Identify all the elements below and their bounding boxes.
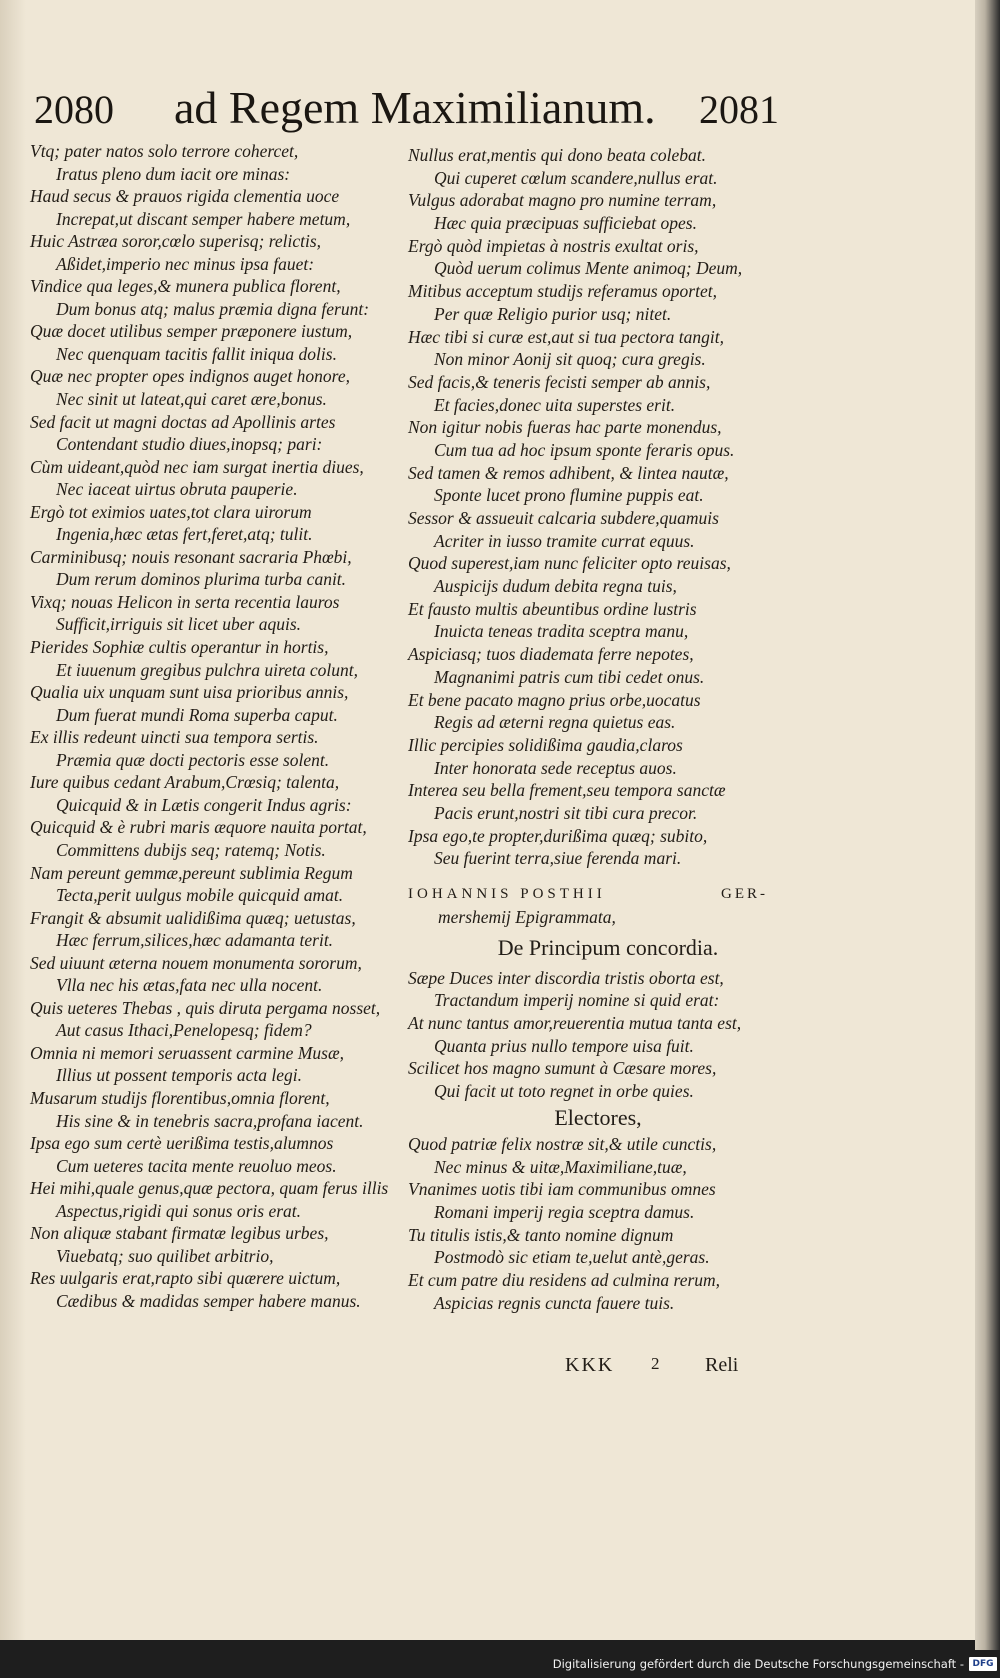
verse-line: Contendant studio diues,inopsq; pari: xyxy=(56,434,323,455)
verse-line: Musarum studijs florentibus,omnia florent, xyxy=(30,1087,330,1108)
verse-line: Sponte lucet prono flumine puppis eat. xyxy=(434,485,704,506)
signature-number: 2 xyxy=(651,1354,660,1373)
section-heading: De Principum concordia. xyxy=(497,934,719,960)
verse-line: Aspicias regnis cuncta fauere tuis. xyxy=(434,1292,675,1313)
verse-line: Sæpe Duces inter discordia tristis oborta est, xyxy=(408,967,724,988)
verse-line: Quis ueteres Thebas , quis diruta pergama nosset, xyxy=(30,997,381,1018)
verse-line: Quod superest,iam nunc feliciter opto reuisas, xyxy=(408,553,731,574)
verse-line: Nec quenquam tacitis fallit iniqua dolis. xyxy=(56,343,337,364)
verse-line: Qualia uix unquam sunt uisa prioribus annis, xyxy=(30,682,349,703)
verse-line: Frangit & absumit ualidißima quæq; uetustas, xyxy=(30,907,356,928)
dfg-logo-icon: DFG xyxy=(969,1657,997,1671)
verse-line: Cùm uideant,quòd nec iam surgat inertia diues, xyxy=(30,456,364,477)
poem-continuation xyxy=(408,144,768,870)
verse-line: Nullus erat,mentis qui dono beata colebat. xyxy=(408,145,706,165)
verse-line: Sed tamen & remos adhibent, & lintea nautæ, xyxy=(408,462,729,483)
verse-line: Non minor Aonij sit quoq; cura gregis. xyxy=(434,349,706,370)
verse-line: Viuebatq; suo quilibet arbitrio, xyxy=(56,1245,274,1266)
verse-line: Hæc ferrum,silices,hæc adamanta terit. xyxy=(56,930,334,951)
verse-line: Et cum patre diu residens ad culmina rerum, xyxy=(408,1269,721,1290)
verse-line: Quæ docet utilibus semper præponere iustum, xyxy=(30,321,353,342)
verse-line: Scilicet hos magno sumunt à Cæsare mores, xyxy=(408,1058,717,1079)
verse-line: Hei mihi,quale genus,quæ pectora, quam ferus illis xyxy=(30,1178,389,1199)
verse-line: Per quæ Religio purior usq; nitet. xyxy=(434,303,672,324)
verse-line: Vlla nec his ætas,fata nec ulla nocent. xyxy=(56,975,323,996)
verse-line: Et facies,donec uita superstes erit. xyxy=(434,394,676,415)
verse-line: Vtq; pater natos solo terrore cohercet, xyxy=(30,141,299,161)
epigram-electores xyxy=(408,1133,768,1315)
verse-line: Carminibusq; nouis resonant sacraria Phœbi, xyxy=(30,546,352,567)
digitization-footer xyxy=(0,1650,1000,1678)
verse-line: Pacis erunt,nostri sit tibi cura precor. xyxy=(434,802,698,823)
verse-line: Inter honorata sede receptus auos. xyxy=(434,757,677,778)
author-subtitle: mershemij Epigrammata, xyxy=(438,907,616,927)
verse-line: Et iuuenum gregibus pulchra uireta colunt, xyxy=(56,659,359,680)
verse-line: Quod patriæ felix nostræ sit,& utile cunctis, xyxy=(408,1133,717,1154)
verse-line: Tecta,perit uulgus mobile quicquid amat. xyxy=(56,885,344,906)
verse-line: Quòd uerum colimus Mente animoq; Deum, xyxy=(434,258,743,279)
verse-line: Et fausto multis abeuntibus ordine lustris xyxy=(408,598,697,619)
verse-line: Pierides Sophiæ cultis operantur in hortis, xyxy=(30,637,329,658)
verse-line: Non aliquæ stabant firmatæ legibus urbes, xyxy=(30,1223,329,1244)
verse-line: Nec iaceat uirtus obruta pauperie. xyxy=(56,479,298,500)
subheading-electores: Electores, xyxy=(554,1104,642,1130)
verse-line: Aspiciasq; tuos diademata ferre nepotes, xyxy=(408,644,694,665)
catchword: Reli xyxy=(705,1354,739,1376)
verse-line: Aut casus Ithaci,Penelopesq; fidem? xyxy=(56,1020,312,1041)
verse-line: Quicquid & in Lætis congerit Indus agris: xyxy=(56,794,352,815)
verse-line: Aßidet,imperio nec minus ipsa fauet: xyxy=(56,253,315,274)
verse-line: Committens dubijs seq; ratemq; Notis. xyxy=(56,839,326,860)
verse-line: Nam pereunt gemmæ,pereunt sublimia Regum xyxy=(30,862,353,883)
verse-line: Regis ad æterni regna quietus eas. xyxy=(434,712,676,733)
verse-line: At nunc tantus amor,reuerentia mutua tanta est, xyxy=(408,1013,742,1034)
verse-line: Res uulgaris erat,rapto sibi quærere uictum, xyxy=(30,1268,341,1289)
author-name: IOHANNIS POSTHII xyxy=(408,886,606,902)
page-number-left: 2080 xyxy=(34,87,114,132)
verse-line: Ipsa ego,te propter,durißima quæq; subito, xyxy=(408,825,708,846)
verse-line: Hæc quia præcipuas sufficiebat opes. xyxy=(434,213,697,234)
verse-line: Aspectus,rigidi qui sonus oris erat. xyxy=(56,1200,302,1221)
verse-line: Nec minus & uitæ,Maximiliane,tuæ, xyxy=(434,1156,687,1177)
verse-line: Postmodò sic etiam te,uelut antè,geras. xyxy=(434,1247,710,1268)
verse-line: Interea seu bella frement,seu tempora sanctæ xyxy=(408,780,726,801)
right-column xyxy=(408,144,768,1314)
verse-line: Sed uiuunt æterna nouem monumenta sororum, xyxy=(30,952,362,973)
verse-line: Dum bonus atq; malus præmia digna ferunt: xyxy=(56,298,370,319)
verse-line: Non igitur nobis fueras hac parte monendus, xyxy=(408,417,722,438)
verse-line: Acriter in iusso tramite currat equus. xyxy=(434,530,695,551)
verse-line: Omnia ni memori seruassent carmine Musæ, xyxy=(30,1042,345,1063)
verse-line: Ex illis redeunt uincti sua tempora sertis. xyxy=(30,727,319,748)
verse-line: Quicquid & è rubri maris æquore nauita portat, xyxy=(30,817,367,838)
section-gap xyxy=(408,870,768,882)
verse-line: Illius ut possent temporis acta legi. xyxy=(56,1065,302,1086)
author-name-continued: GER- xyxy=(721,886,768,902)
verse-line: Et bene pacato magno prius orbe,uocatus xyxy=(408,689,701,710)
verse-line: Quanta prius nullo tempore uisa fuit. xyxy=(434,1035,694,1056)
signature-mark: KKK xyxy=(565,1354,615,1376)
verse-line: Increpat,ut discant semper habere metum, xyxy=(56,208,351,229)
verse-line: His sine & in tenebris sacra,profana iacent. xyxy=(56,1110,364,1131)
running-title: ad Regem Maximilianum. xyxy=(174,82,656,133)
verse-line: Hæc tibi si curæ est,aut si tua pectora tangit, xyxy=(408,326,724,347)
verse-line: Vulgus adorabat magno pro numine terram, xyxy=(408,190,717,211)
verse-line: Ergò quòd impietas à nostris exultat oris, xyxy=(408,235,699,256)
verse-line: Vindice qua leges,& munera publica florent, xyxy=(30,276,341,297)
verse-line: Sessor & assueuit calcaria subdere,quamuis xyxy=(408,508,719,528)
verse-line: Magnanimi patris cum tibi cedet onus. xyxy=(434,666,705,687)
page-edge-shadow xyxy=(975,0,1000,1650)
left-column xyxy=(30,140,408,1312)
verse-line: Sed facit ut magni doctas ad Apollinis artes xyxy=(30,411,336,432)
verse-line: Præmia quæ docti pectoris esse solent. xyxy=(56,749,330,770)
verse-line: Nec sinit ut lateat,qui caret ære,bonus. xyxy=(56,389,327,410)
verse-line: Qui cuperet cœlum scandere,nullus erat. xyxy=(434,167,718,188)
verse-line: Dum rerum dominos plurima turba canit. xyxy=(56,569,347,590)
verse-line: Mitibus acceptum studijs referamus oportet, xyxy=(408,281,717,302)
verse-line: Cum ueteres tacita mente reuoluo meos. xyxy=(56,1155,337,1176)
verse-line: Tractandum imperij nomine si quid erat: xyxy=(434,990,720,1011)
verse-line: Sufficit,irriguis sit licet uber aquis. xyxy=(56,614,301,635)
verse-line: Tu titulis istis,& tanto nomine dignum xyxy=(408,1224,674,1245)
verse-line: Cum tua ad hoc ipsum sponte feraris opus. xyxy=(434,439,735,460)
verse-line: Vixq; nouas Helicon in serta recentia lauros xyxy=(30,591,340,612)
verse-line: Iure quibus cedant Arabum,Crœsiq; talenta, xyxy=(30,772,340,793)
verse-line: Ipsa ego sum certè uerißima testis,alumnos xyxy=(30,1133,334,1154)
verse-line: Sed facis,& teneris fecisti semper ab annis, xyxy=(408,371,711,392)
verse-line: Vnanimes uotis tibi iam communibus omnes xyxy=(408,1179,716,1200)
verse-line: Seu fuerint terra,siue ferenda mari. xyxy=(434,848,682,869)
page-number-right: 2081 xyxy=(699,87,779,132)
verse-line: Inuicta teneas tradita sceptra manu, xyxy=(434,621,689,642)
verse-line: Quæ nec propter opes indignos auget honore, xyxy=(30,366,350,387)
epigram-principum xyxy=(408,967,768,1103)
verse-line: Haud secus & prauos rigida clementia uoce xyxy=(30,186,340,207)
verse-line: Romani imperij regia sceptra damus. xyxy=(434,1201,695,1222)
verse-line: Qui facit ut toto regnet in orbe quies. xyxy=(434,1081,694,1102)
footer-text: Digitalisierung gefördert durch die Deutsche Forschungsgemeinschaft - xyxy=(552,1657,964,1671)
verse-line: Illic percipies solidißima gaudia,claros xyxy=(408,734,683,755)
verse-line: Ergò tot eximios uates,tot clara uirorum xyxy=(30,501,312,522)
verse-line: Dum fuerat mundi Roma superba caput. xyxy=(56,704,338,725)
verse-line: Auspicijs dudum debita regna tuis, xyxy=(434,576,677,597)
verse-line: Cædibus & madidas semper habere manus. xyxy=(56,1290,361,1311)
running-header xyxy=(34,78,779,138)
verse-line: Huic Astræa soror,cœlo superisq; relictis, xyxy=(30,231,322,252)
author-line xyxy=(408,882,768,906)
verse-line: Iratus pleno dum iacit ore minas: xyxy=(56,163,291,184)
verse-line: Ingenia,hæc ætas fert,feret,atq; tulit. xyxy=(56,524,313,545)
